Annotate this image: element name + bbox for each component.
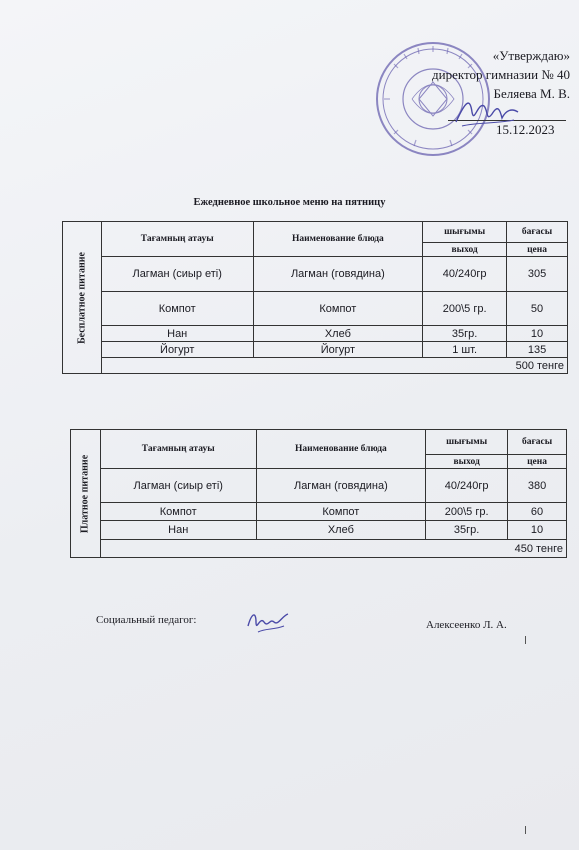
dish-name-ru: Лагман (говядина)	[253, 257, 423, 292]
dish-price: 60	[508, 503, 567, 521]
header-name-kz: Тағамның атауы	[101, 222, 253, 257]
dish-price: 135	[507, 342, 568, 358]
free-meal-side-label: Бесплатное питание	[63, 222, 102, 374]
approval-position: директор гимназии № 40	[432, 67, 570, 82]
table-row	[63, 257, 568, 292]
dish-yield: 35гр.	[426, 521, 508, 540]
dish-name-ru: Йогурт	[253, 342, 423, 358]
header-price-ru: цена	[508, 455, 567, 469]
dish-price: 10	[508, 521, 567, 540]
header-yield-kz: шығымы	[423, 222, 507, 243]
dish-yield: 35гр.	[423, 326, 507, 342]
dish-yield: 1 шт.	[423, 342, 507, 358]
dish-price: 380	[508, 469, 567, 503]
dish-name-ru: Лагман (говядина)	[256, 469, 426, 503]
header-name-kz: Тағамның атауы	[100, 430, 256, 469]
director-signature	[452, 92, 522, 132]
dish-name-ru: Хлеб	[253, 326, 423, 342]
dish-yield: 200\5 гр.	[423, 292, 507, 326]
table-row	[71, 521, 567, 540]
table-row	[63, 342, 568, 358]
dish-yield: 40/240гр	[423, 257, 507, 292]
approval-heading: «Утверждаю»	[492, 48, 570, 63]
approval-date: 15.12.2023	[496, 122, 555, 137]
footer-role: Социальный педагог:	[96, 614, 197, 626]
dish-name-kz: Лагман (сиыр еті)	[100, 469, 256, 503]
dish-price: 50	[507, 292, 568, 326]
paid-meal-side-label: Платное питание	[71, 430, 101, 558]
table-row	[71, 503, 567, 521]
paper-mark	[525, 826, 526, 834]
footer-name: Алексеенко Л. А.	[426, 619, 507, 631]
dish-yield: 200\5 гр.	[426, 503, 508, 521]
dish-name-ru: Компот	[256, 503, 426, 521]
header-yield-ru: выход	[423, 243, 507, 257]
dish-name-kz: Лагман (сиыр еті)	[101, 257, 253, 292]
dish-name-kz: Йогурт	[101, 342, 253, 358]
table-row	[63, 292, 568, 326]
dish-name-kz: Компот	[100, 503, 256, 521]
dish-price: 10	[507, 326, 568, 342]
dish-name-kz: Компот	[101, 292, 253, 326]
dish-name-kz: Нан	[101, 326, 253, 342]
page-title: Ежедневное школьное меню на пятницу	[193, 197, 386, 208]
table-row	[63, 326, 568, 342]
dish-name-ru: Компот	[253, 292, 423, 326]
header-yield-ru: выход	[426, 455, 508, 469]
social-pedagogue-signature	[244, 606, 292, 638]
dish-yield: 40/240гр	[426, 469, 508, 503]
header-price-ru: цена	[507, 243, 568, 257]
paid-meal-total: 450 тенге	[100, 540, 566, 558]
header-yield-kz: шығымы	[426, 430, 508, 455]
dish-name-ru: Хлеб	[256, 521, 426, 540]
paid-meal-table	[70, 429, 567, 558]
free-meal-table	[62, 221, 568, 374]
table-row	[71, 469, 567, 503]
approval-name: Беляева М. В.	[493, 86, 570, 101]
dish-name-kz: Нан	[100, 521, 256, 540]
header-name-ru: Наименование блюда	[256, 430, 426, 469]
dish-price: 305	[507, 257, 568, 292]
header-price-kz: бағасы	[508, 430, 567, 455]
free-meal-total: 500 тенге	[101, 358, 567, 374]
header-price-kz: бағасы	[507, 222, 568, 243]
header-name-ru: Наименование блюда	[253, 222, 423, 257]
paper-mark	[525, 636, 526, 644]
